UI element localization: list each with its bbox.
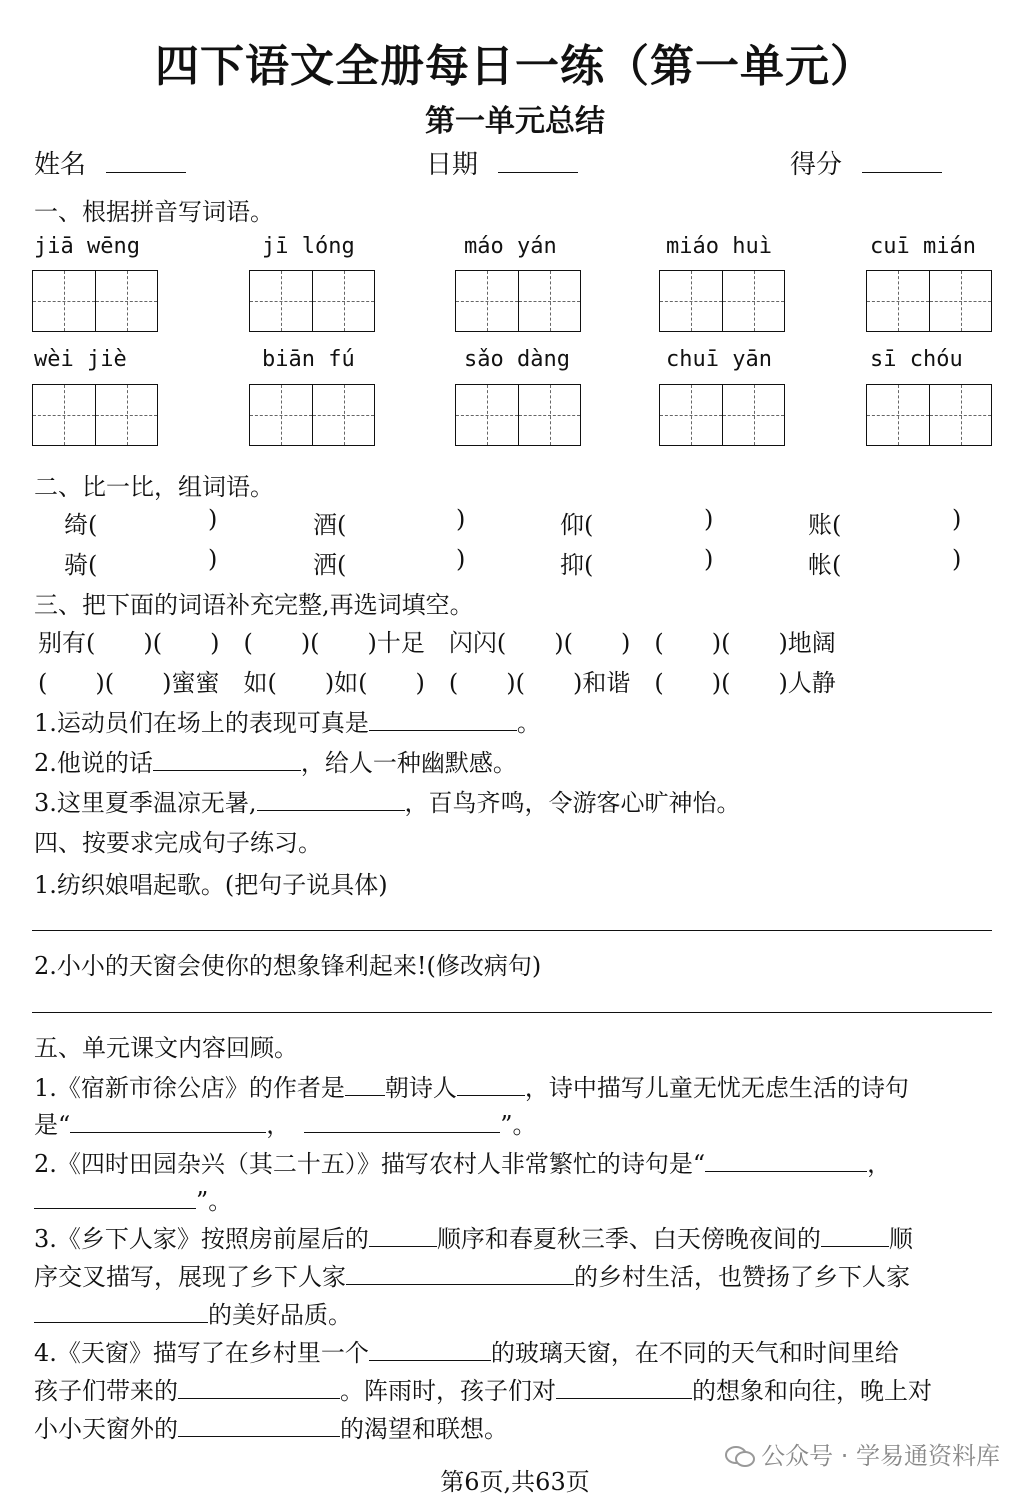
answer-line[interactable] [32,930,992,931]
answer-blank[interactable] [178,1416,340,1437]
pinyin: jī lóng [262,234,355,259]
review-question: 3.《乡下人家》按照房前屋后的 顺序和春夏秋三季、白天傍晚夜间的 顺 [34,1225,913,1253]
answer-line[interactable] [32,1012,992,1013]
paren-close: ) [704,545,714,573]
review-question-cont: 是“ ， ”。 [34,1111,537,1139]
score-label: 得分 [790,150,843,180]
answer-blank[interactable] [346,1264,574,1285]
pinyin: máo yán [464,234,557,259]
writing-grid[interactable] [249,270,375,332]
pinyin: biān fú [262,347,355,372]
answer-blank[interactable] [556,1378,692,1399]
paren-close: ) [952,545,962,573]
section5-heading: 五、单元课文内容回顾。 [34,1034,298,1062]
answer-blank[interactable] [34,1302,208,1323]
pinyin: sǎo dàng [464,347,570,372]
review-question-cont: ”。 [34,1181,232,1216]
review-question-cont: 的美好品质。 [34,1295,352,1330]
date-field [426,144,578,181]
sentence-task: 2.小小的天窗会使你的想象锋利起来!(修改病句) [34,952,542,980]
name-blank [106,152,186,173]
answer-blank[interactable] [178,1378,340,1399]
name-label: 姓名 [34,150,87,180]
review-question: 1.《宿新市徐公店》的作者是 朝诗人 ，诗中描写儿童无忧无虑生活的诗句 [34,1074,909,1102]
writing-grid[interactable] [866,384,992,446]
idiom-line: 别有( )( ) ( )( )十足 闪闪( )( ) ( )( )地阔 [38,629,836,657]
writing-grid[interactable] [32,384,158,446]
date-label: 日期 [426,150,479,180]
idiom-line: ( )( )蜜蜜 如( )如( ) ( )( )和谐 ( )( )人静 [38,669,836,697]
answer-blank[interactable] [369,710,517,731]
page-title: 四下语文全册每日一练（第一单元） [155,41,875,92]
word-group-item: 帐( [808,551,842,579]
answer-blank[interactable] [34,1188,196,1209]
paren-close: ) [952,505,962,533]
writing-grid[interactable] [32,270,158,332]
section3-heading: 三、把下面的词语补充完整,再选词填空。 [34,591,474,619]
section2-heading: 二、比一比，组词语。 [34,473,274,501]
answer-blank[interactable] [345,1075,385,1096]
word-group-item: 账( [808,511,842,539]
sentence-task: 1.纺织娘唱起歌。(把句子说具体) [34,871,388,899]
review-question: 2.《四时田园杂兴（其二十五）》描写农村人非常繁忙的诗句是“ ， [34,1150,892,1178]
writing-grid[interactable] [659,384,785,446]
writing-grid[interactable] [455,384,581,446]
writing-grid[interactable] [659,270,785,332]
page-number: 第6页,共63页 [440,1468,590,1496]
paren-close: ) [704,505,714,533]
paren-close: ) [456,505,466,533]
fill-question: 2.他说的话 ，给人一种幽默感。 [34,749,517,777]
writing-grid[interactable] [866,270,992,332]
answer-blank[interactable] [369,1340,491,1361]
word-group-item: 骑( [64,551,98,579]
answer-blank[interactable] [457,1075,525,1096]
section1-heading: 一、根据拼音写词语。 [34,198,274,226]
review-question: 4.《天窗》描写了在乡村里一个 的玻璃天窗，在不同的天气和时间里给 [34,1339,899,1367]
answer-blank[interactable] [705,1151,867,1172]
section4-heading: 四、按要求完成句子练习。 [34,829,322,857]
word-group-item: 仰( [560,511,594,539]
answer-blank[interactable] [257,790,405,811]
review-question-cont: 小小天窗外的 的渴望和联想。 [34,1415,508,1443]
review-question-cont: 孩子们带来的 。阵雨时，孩子们对 的想象和向往，晚上对 [34,1377,932,1405]
pinyin: cuī mián [870,234,976,259]
word-group-item: 洒( [313,551,347,579]
writing-grid[interactable] [455,270,581,332]
word-group-item: 抑( [560,551,594,579]
name-field [34,144,186,181]
pinyin: sī chóu [870,347,963,372]
pinyin: chuī yān [666,347,772,372]
score-blank [862,152,942,173]
answer-blank[interactable] [821,1226,889,1247]
score-field [790,144,942,181]
page-subtitle: 第一单元总结 [425,104,605,139]
pinyin: wèi jiè [34,347,127,372]
fill-question: 3.这里夏季温凉无暑, ，百鸟齐鸣，令游客心旷神怡。 [34,789,741,817]
answer-blank[interactable] [304,1112,500,1133]
paren-close: ) [208,505,218,533]
writing-grid[interactable] [249,384,375,446]
word-group-item: 酒( [313,511,347,539]
answer-blank[interactable] [153,750,301,771]
pinyin: jiā wēng [34,234,140,259]
fill-question: 1.运动员们在场上的表现可真是 。 [34,709,541,737]
answer-blank[interactable] [369,1226,437,1247]
pinyin: miáo huì [666,234,772,259]
paren-close: ) [456,545,466,573]
answer-blank[interactable] [70,1112,266,1133]
watermark: 公众号 · 学易通资料库 [725,1436,1000,1471]
word-group-item: 绮( [64,511,98,539]
date-blank [498,152,578,173]
paren-close: ) [208,545,218,573]
review-question-cont: 序交叉描写，展现了乡下人家 的乡村生活，也赞扬了乡下人家 [34,1263,910,1291]
